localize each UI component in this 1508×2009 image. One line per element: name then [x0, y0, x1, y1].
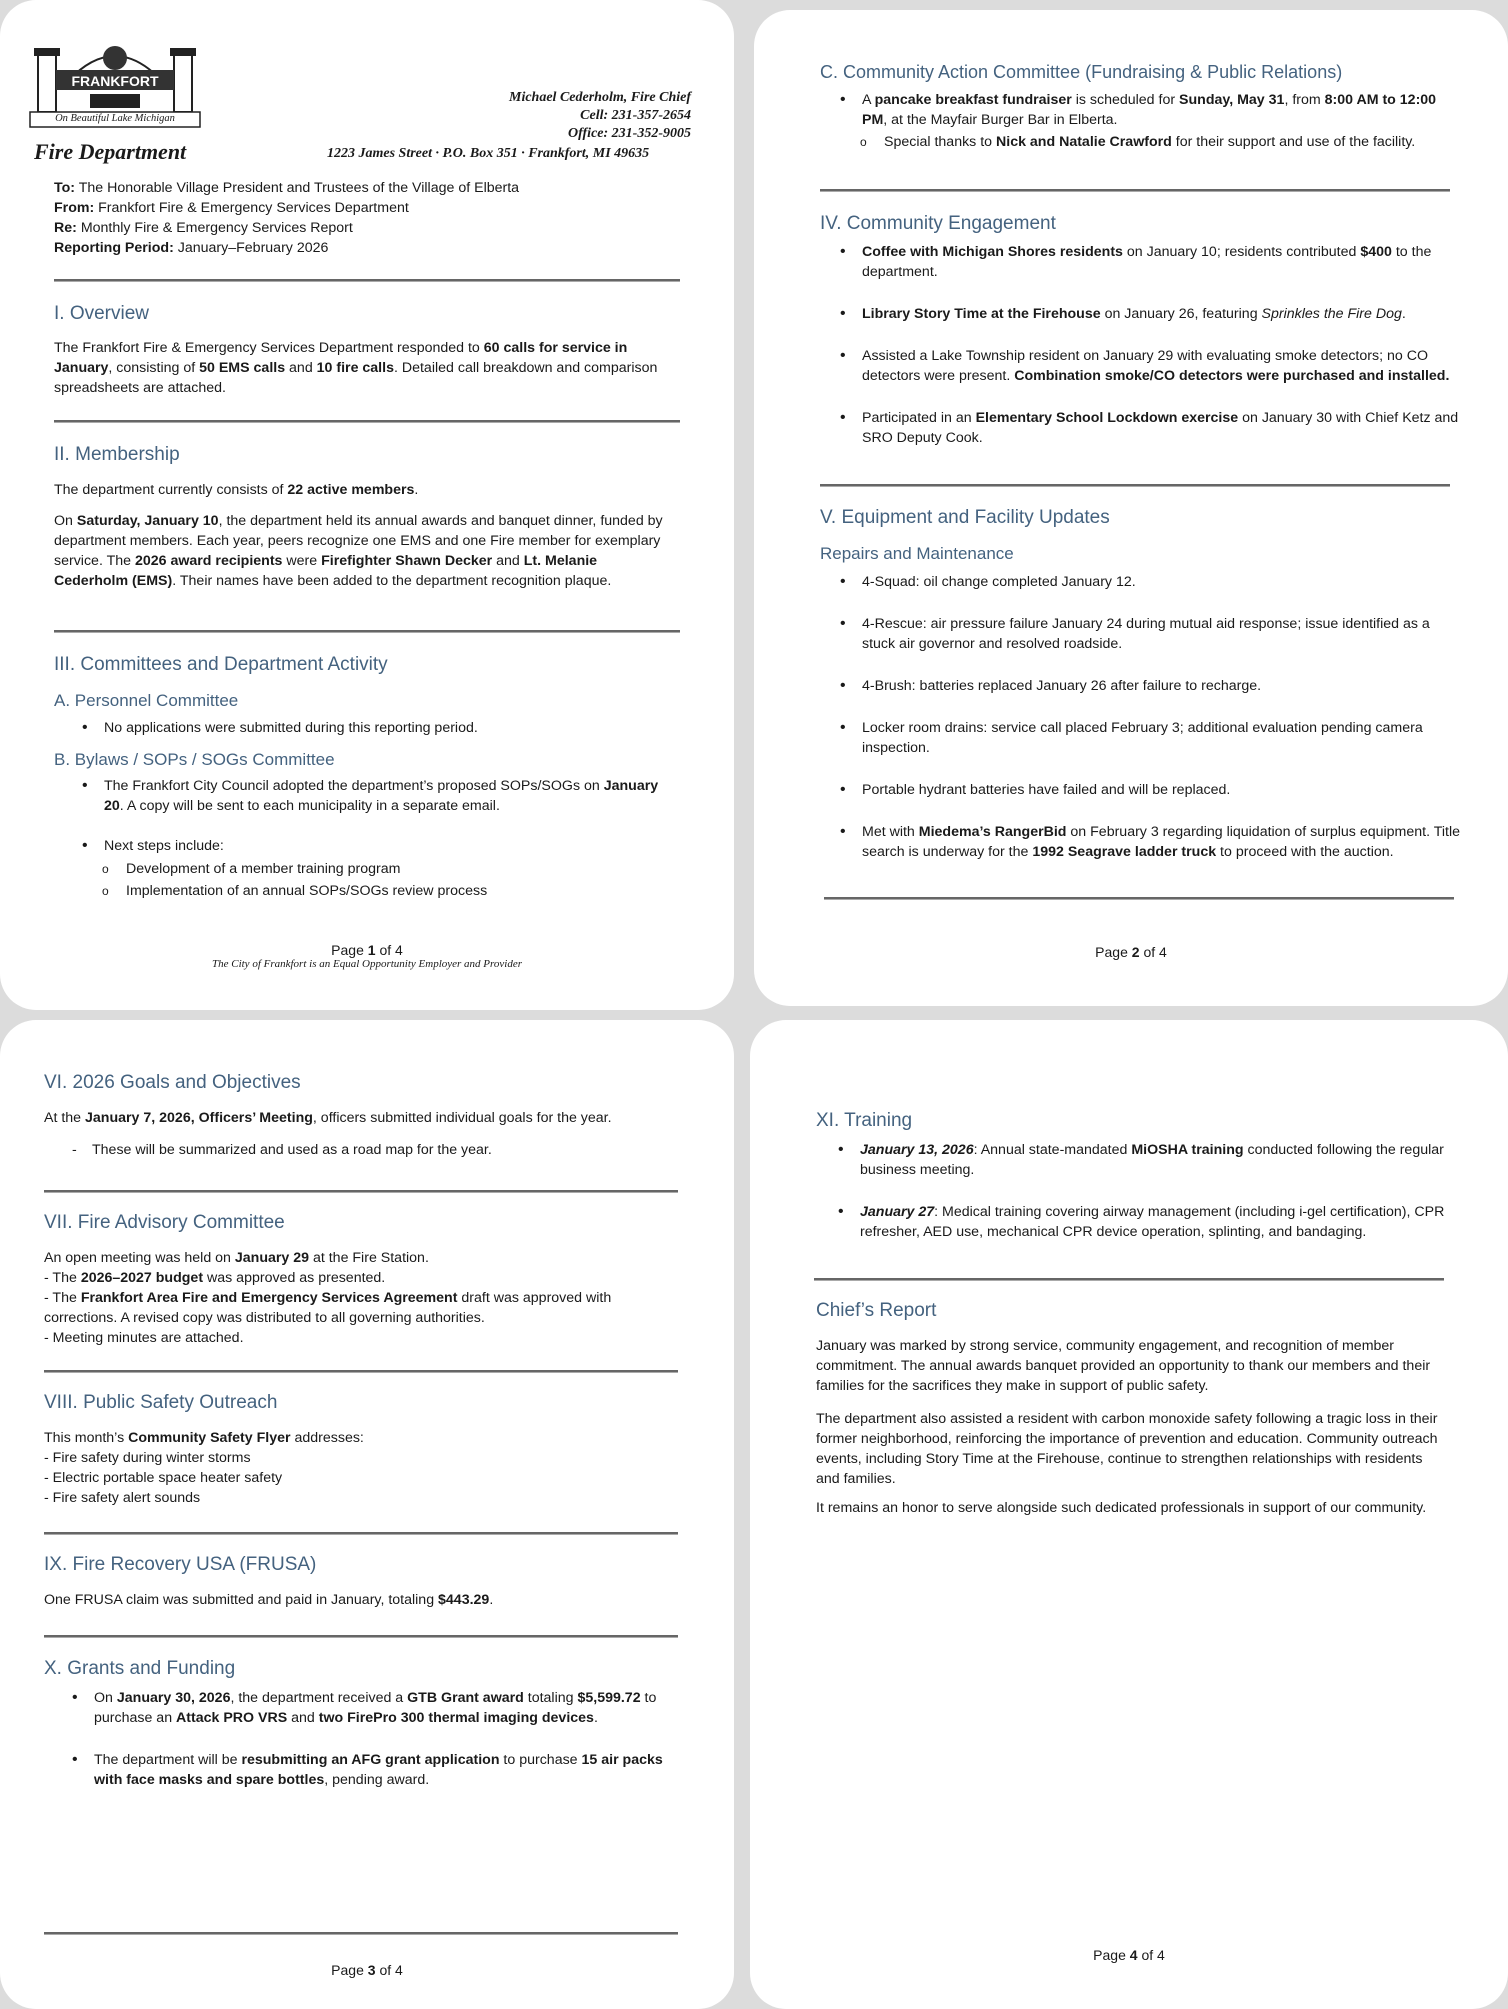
t: January 7, 2026, Officers’ Meeting [85, 1110, 313, 1126]
t: Page [331, 1962, 368, 1978]
t: , the department held its annual awards and banquet dinner, funded by department members. Each year, peers recognize one EMS and one Fire member for exemplary service. The [54, 513, 663, 569]
advisory-heading: VII. Fire Advisory Committee [44, 1212, 285, 1233]
page-number [754, 944, 1508, 960]
t: and [492, 553, 524, 569]
list-item: • Portable hydrant batteries have failed and will be replaced. [836, 780, 1461, 800]
t: . [414, 482, 419, 498]
t: The Frankfort City Council adopted the department’s proposed SOPs/SOGs on [104, 778, 604, 794]
divider [54, 420, 680, 423]
t: two FirePro 300 thermal imaging devices [318, 1710, 594, 1726]
divider [820, 484, 1450, 487]
t: was approved as presented. [203, 1270, 386, 1286]
outreach-text [44, 1428, 684, 1508]
t: . Detailed call breakdown and comparison spreadsheets are attached. [54, 360, 658, 396]
page-4 [750, 1020, 1508, 2009]
committees-heading: III. Committees and Department Activity [54, 654, 388, 675]
t: January 30, 2026 [116, 1690, 231, 1706]
list-item [836, 822, 1461, 862]
page-2 [754, 10, 1508, 1006]
personnel-list [78, 718, 678, 738]
t: on January 30 with Chief Ketz and SRO Deputy Cook. [862, 410, 1459, 446]
t: 50 EMS calls [199, 360, 286, 376]
t: One FRUSA claim was submitted and paid in January, totaling [44, 1592, 439, 1608]
eeo-statement: The City of Frankfort is an Equal Opportunity Employer and Provider [211, 958, 522, 970]
t: Elementary School Lockdown exercise [975, 410, 1239, 426]
logo-text: FRANKFORT [71, 73, 159, 89]
t: of 4 [375, 942, 403, 958]
t: Next steps include: [104, 838, 224, 854]
department-name: Fire Department [34, 139, 187, 164]
sub-list-item [836, 132, 1461, 152]
t: Lt. Melanie Cederholm (EMS) [54, 553, 598, 589]
list-item [834, 1140, 1454, 1180]
bylaws-heading: B. Bylaws / SOPs / SOGs Committee [54, 750, 335, 769]
t: , consisting of [108, 360, 200, 376]
t: . [593, 1710, 598, 1726]
t: January 20 [104, 778, 659, 814]
letterhead-address: 1223 James Street · P.O. Box 351 · Frankfort, MI 49635 [327, 146, 650, 161]
community-action-heading: C. Community Action Committee (Fundraising & Public Relations) [820, 62, 1343, 82]
list-item: • 4-Rescue: air pressure failure January 24 during mutual aid response; issue identified as a stuck air governor and resolved roadside. [836, 614, 1461, 654]
t: to the department. [862, 244, 1432, 280]
outreach-heading: VIII. Public Safety Outreach [44, 1392, 278, 1413]
t: 4 [1129, 1947, 1138, 1963]
t: . [1401, 306, 1406, 322]
goals-heading: VI. 2026 Goals and Objectives [44, 1072, 301, 1093]
t: - The [44, 1270, 81, 1286]
training-list [834, 1140, 1454, 1242]
t: Community Safety Flyer [128, 1430, 291, 1446]
divider [54, 630, 680, 633]
grants-heading: X. Grants and Funding [44, 1658, 236, 1679]
t: Sunday, May 31 [1179, 92, 1285, 108]
t: draft was approved with corrections. A revised copy was distributed to all governing authorities. [44, 1290, 612, 1326]
memo-re-label: Re: [54, 220, 77, 236]
t: $5,599.72 [577, 1690, 641, 1706]
membership-awards [54, 511, 666, 591]
list-item [68, 1688, 678, 1728]
t: $400 [1360, 244, 1392, 260]
list-item: • Locker room drains: service call placed February 3; additional evaluation pending camera inspection. [836, 718, 1461, 758]
t: , the department received a [230, 1690, 408, 1706]
overview-text [54, 338, 684, 398]
community-action-list [836, 90, 1461, 152]
list-item: - These will be summarized and used as a road map for the year. [44, 1140, 684, 1160]
divider [814, 1278, 1444, 1281]
t: , from [1284, 92, 1325, 108]
memo-from-label: From: [54, 200, 95, 216]
t: conducted following the regular business meeting. [860, 1142, 1444, 1178]
t: Frankfort Area Fire and Emergency Services Agreement [80, 1290, 458, 1306]
t: Nick and Natalie Crawford [996, 134, 1172, 150]
outreach-item: - Fire safety during winter storms [44, 1450, 251, 1466]
list-item [836, 346, 1461, 386]
sub-list-item: o Development of a member training program [78, 858, 678, 880]
frusa-text [44, 1590, 684, 1610]
frankfort-logo [28, 36, 203, 136]
t: is scheduled for [1071, 92, 1180, 108]
t: Page [331, 942, 368, 958]
t: : Annual state-mandated [973, 1142, 1132, 1158]
t: of 4 [1139, 944, 1167, 960]
t: 22 active members [287, 482, 415, 498]
t: Firefighter Shawn Decker [321, 553, 493, 569]
t: On [54, 513, 77, 529]
list-item [78, 836, 678, 902]
chief-cell: Cell: 231-357-2654 [580, 108, 691, 123]
goals-text [44, 1108, 684, 1128]
repairs-list [836, 572, 1461, 862]
t: totaling [523, 1690, 578, 1706]
t: This month’s [44, 1430, 129, 1446]
list-item [78, 776, 678, 816]
divider [44, 1370, 678, 1373]
membership-count [54, 480, 684, 500]
t: - The [44, 1290, 81, 1306]
chief-report-p1: January was marked by strong service, community engagement, and recognition of member commitment. The annual awards banquet provided an opportunity to thank our members and their families for the sacrifices they make in support of public safety. [816, 1338, 1431, 1394]
t: Met with [862, 824, 919, 840]
t: The department currently consists of [54, 482, 288, 498]
divider [44, 1190, 678, 1193]
t: 2026 award recipients [134, 553, 283, 569]
page-3 [0, 1020, 734, 2009]
t: MiOSHA training [1131, 1142, 1244, 1158]
t: Assisted a Lake Township resident on January 29 with evaluating smoke detectors; no CO detectors were present. [862, 348, 1428, 384]
t: An open meeting was held on [44, 1250, 235, 1266]
t: Attack PRO VRS [176, 1710, 288, 1726]
t: 60 calls for service in January [54, 340, 628, 376]
page-number [0, 1962, 734, 1978]
t: 1992 Seagrave ladder truck [1032, 844, 1217, 860]
t: 8:00 AM to 12:00 PM [862, 92, 1437, 128]
t: addresses: [290, 1430, 364, 1446]
t: 2026–2027 budget [80, 1270, 204, 1286]
chief-office: Office: 231-352-9005 [568, 126, 691, 141]
logo-banner: On Beautiful Lake Michigan [55, 113, 175, 124]
t: . A copy will be sent to each municipality in a separate email. [119, 798, 500, 814]
memo-to: The Honorable Village President and Trustees of the Village of Elberta [75, 180, 520, 196]
list-item [68, 1750, 678, 1790]
t: on January 10; residents contributed [1122, 244, 1361, 260]
page-number [750, 1947, 1508, 1963]
t: Page [1095, 944, 1132, 960]
t: and [285, 360, 317, 376]
t: resubmitting an AFG grant application [241, 1752, 500, 1768]
list-item: • 4-Squad: oil change completed January 12. [836, 572, 1461, 592]
t: 2 [1131, 944, 1140, 960]
list-item [836, 408, 1461, 448]
t: to proceed with the auction. [1216, 844, 1394, 860]
t: January 29 [234, 1250, 310, 1266]
grants-list [68, 1688, 678, 1790]
t: 15 air packs with face masks and spare bottles [94, 1752, 663, 1788]
chief-report-heading: Chief’s Report [816, 1300, 937, 1321]
bylaws-list [78, 776, 678, 902]
memo-from: Frankfort Fire & Emergency Services Department [94, 200, 409, 216]
memo-period: January–February 2026 [173, 240, 329, 256]
advisory-minutes: - Meeting minutes are attached. [44, 1330, 244, 1346]
t: to purchase an [94, 1690, 657, 1726]
t: On [94, 1690, 117, 1706]
chief-name: Michael Cederholm, Fire Chief [509, 90, 691, 105]
chief-report-p3: It remains an honor to serve alongside such dedicated professionals in support of our community. [816, 1500, 1427, 1516]
t: pancake breakfast fundraiser [874, 92, 1072, 108]
memo-re: Monthly Fire & Emergency Services Report [76, 220, 353, 236]
t: on January 26, featuring [1100, 306, 1262, 322]
personnel-heading: A. Personnel Committee [54, 691, 239, 710]
t: . Their names have been added to the department recognition plaque. [172, 573, 612, 589]
t: Miedema’s RangerBid [918, 824, 1067, 840]
list-item [836, 304, 1461, 324]
sub-list-item: o Implementation of an annual SOPs/SOGs review process [78, 880, 678, 902]
t: $443.29 [438, 1592, 490, 1608]
t: Library Story Time at the Firehouse [862, 306, 1101, 322]
divider [824, 897, 1454, 900]
t: Coffee with Michigan Shores residents [862, 244, 1123, 260]
t: of 4 [1137, 1947, 1165, 1963]
advisory-text [44, 1248, 684, 1348]
memo-to-label: To: [54, 180, 76, 196]
sub-list [836, 132, 1461, 152]
repairs-heading: Repairs and Maintenance [820, 544, 1014, 563]
t: : Medical training covering airway management (including i-gel certification), CPR refresher, AED use, mechanical CPR device operation, splinting, and bandaging. [860, 1204, 1445, 1240]
divider [54, 279, 680, 282]
frusa-heading: IX. Fire Recovery USA (FRUSA) [44, 1554, 317, 1575]
divider [44, 1635, 678, 1638]
goals-list [44, 1140, 684, 1160]
memo-period-label: Reporting Period: [54, 240, 174, 256]
t: 10 fire calls [316, 360, 394, 376]
list-item: • 4-Brush: batteries replaced January 26 after failure to recharge. [836, 676, 1461, 696]
t: Special thanks to [884, 134, 996, 150]
divider [820, 189, 1450, 192]
memo-block [54, 178, 694, 258]
t: , pending award. [324, 1772, 430, 1788]
outreach-item: - Electric portable space heater safety [44, 1470, 283, 1486]
t: and [287, 1710, 319, 1726]
t: of 4 [375, 1962, 403, 1978]
t: 1 [367, 942, 376, 958]
t: Saturday, January 10 [76, 513, 219, 529]
t: Page [1093, 1947, 1130, 1963]
t: Sprinkles the Fire Dog [1261, 306, 1402, 322]
t: At the [44, 1110, 86, 1126]
training-heading: XI. Training [816, 1110, 913, 1131]
t: at the Fire Station. [309, 1250, 429, 1266]
list-item: • No applications were submitted during this reporting period. [78, 718, 678, 738]
page-1 [0, 0, 734, 1010]
divider [44, 1532, 678, 1535]
page-number [0, 942, 734, 958]
engagement-list [836, 242, 1461, 448]
membership-heading: II. Membership [54, 444, 180, 465]
t: were [282, 553, 322, 569]
t: for their support and use of the facility. [1171, 134, 1416, 150]
t: on February 3 regarding liquidation of surplus equipment. Title search is underway for the [862, 824, 1461, 860]
chief-contact [509, 89, 691, 143]
chief-report-p2: The department also assisted a resident with carbon monoxide safety following a tragic loss in their former neighborhood, reinforcing the importance of prevention and education. Community outreach events, including Story Time at the Firehouse, continue to strengthen relationships with residents and families. [816, 1411, 1438, 1487]
list-item [834, 1202, 1454, 1242]
divider [44, 1932, 678, 1935]
sub-list [78, 858, 678, 902]
t: The Frankfort Fire & Emergency Services Department responded to [54, 340, 484, 356]
t: , officers submitted individual goals for the year. [312, 1110, 612, 1126]
engagement-heading: IV. Community Engagement [820, 213, 1056, 234]
list-item [836, 242, 1461, 282]
list-item [836, 90, 1461, 152]
t: to purchase [499, 1752, 582, 1768]
t: . [489, 1592, 494, 1608]
t: , at the Mayfair Burger Bar in Elberta. [883, 112, 1118, 128]
t: A [862, 92, 875, 108]
t: GTB Grant award [407, 1690, 524, 1706]
t: Participated in an [862, 410, 976, 426]
t: 3 [367, 1962, 376, 1978]
overview-heading: I. Overview [54, 303, 150, 324]
t: The department will be [94, 1752, 242, 1768]
equipment-heading: V. Equipment and Facility Updates [820, 507, 1110, 528]
outreach-item: - Fire safety alert sounds [44, 1490, 201, 1506]
t: January 27 [860, 1204, 935, 1220]
t: January 13, 2026 [860, 1142, 974, 1158]
t: Combination smoke/CO detectors were purchased and installed. [1014, 368, 1450, 384]
